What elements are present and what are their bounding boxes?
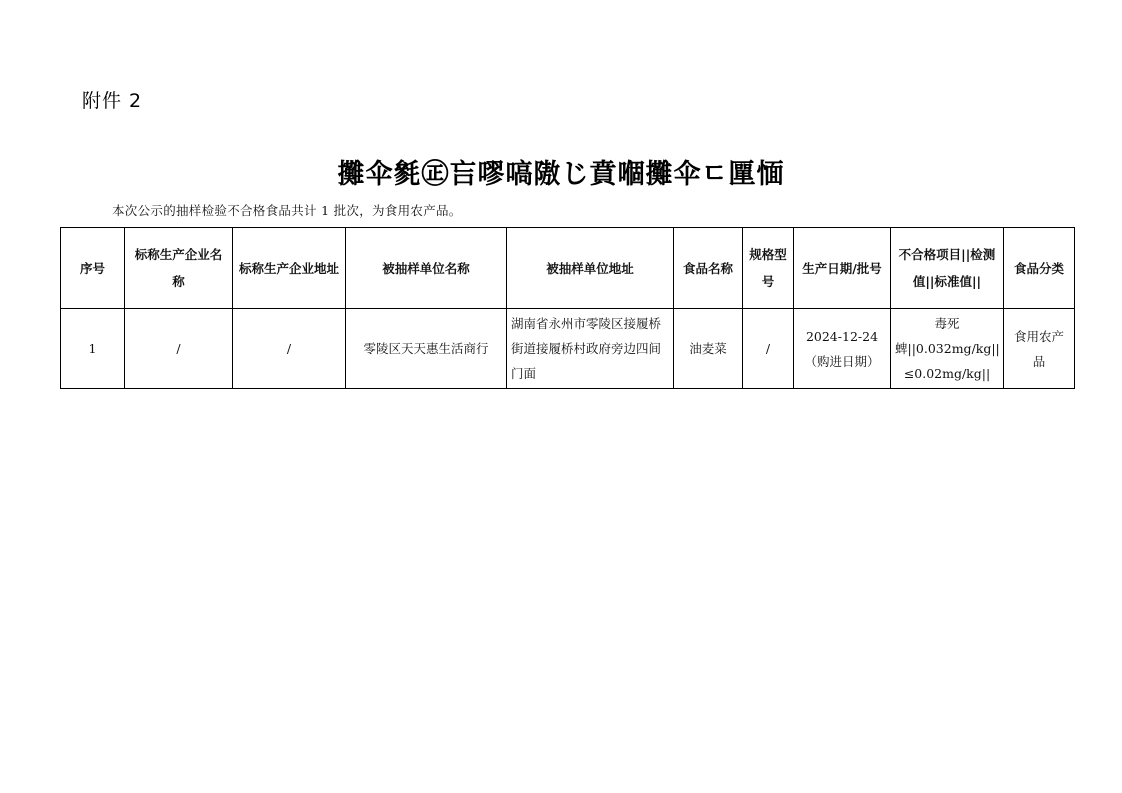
attachment-label: 附件 2 (82, 90, 143, 112)
unqualified-food-table (60, 227, 1075, 389)
cell-production-date: 2024-12-24（购进日期） (794, 309, 891, 389)
header-production-date: 生产日期/批号 (794, 228, 891, 309)
header-spec: 规格型号 (743, 228, 794, 309)
cell-food-name: 油麦菜 (674, 309, 743, 389)
cell-sampled-address: 湖南省永州市零陵区接履桥街道接履桥村政府旁边四间门面 (507, 309, 674, 389)
cell-failed-items: 毒死蜱||0.032mg/kg||≤0.02mg/kg|| (891, 309, 1004, 389)
header-failed-items: 不合格项目||检测值||标准值|| (891, 228, 1004, 309)
header-category: 食品分类 (1004, 228, 1075, 309)
cell-mfr-address: / (233, 309, 346, 389)
cell-category: 食用农产品 (1004, 309, 1075, 389)
header-food-name: 食品名称 (674, 228, 743, 309)
header-sampled-unit: 被抽样单位名称 (346, 228, 507, 309)
cell-seq: 1 (61, 309, 125, 389)
cell-sampled-unit: 零陵区天天惠生活商行 (346, 309, 507, 389)
header-sampled-address: 被抽样单位地址 (507, 228, 674, 309)
table-header-row (61, 228, 1075, 309)
header-mfr-name: 标称生产企业名称 (125, 228, 233, 309)
cell-spec: / (743, 309, 794, 389)
table-row (61, 309, 1075, 389)
header-seq: 序号 (61, 228, 125, 309)
header-mfr-address: 标称生产企业地址 (233, 228, 346, 309)
summary-note: 本次公示的抽样检验不合格食品共计 1 批次，为食用农产品。 (112, 203, 462, 218)
cell-mfr-name: / (125, 309, 233, 389)
document-title: 攤伞毿㊣吂嘐嗃隞じ賁嗰攤伞ㄷ匰愐 (337, 159, 785, 190)
